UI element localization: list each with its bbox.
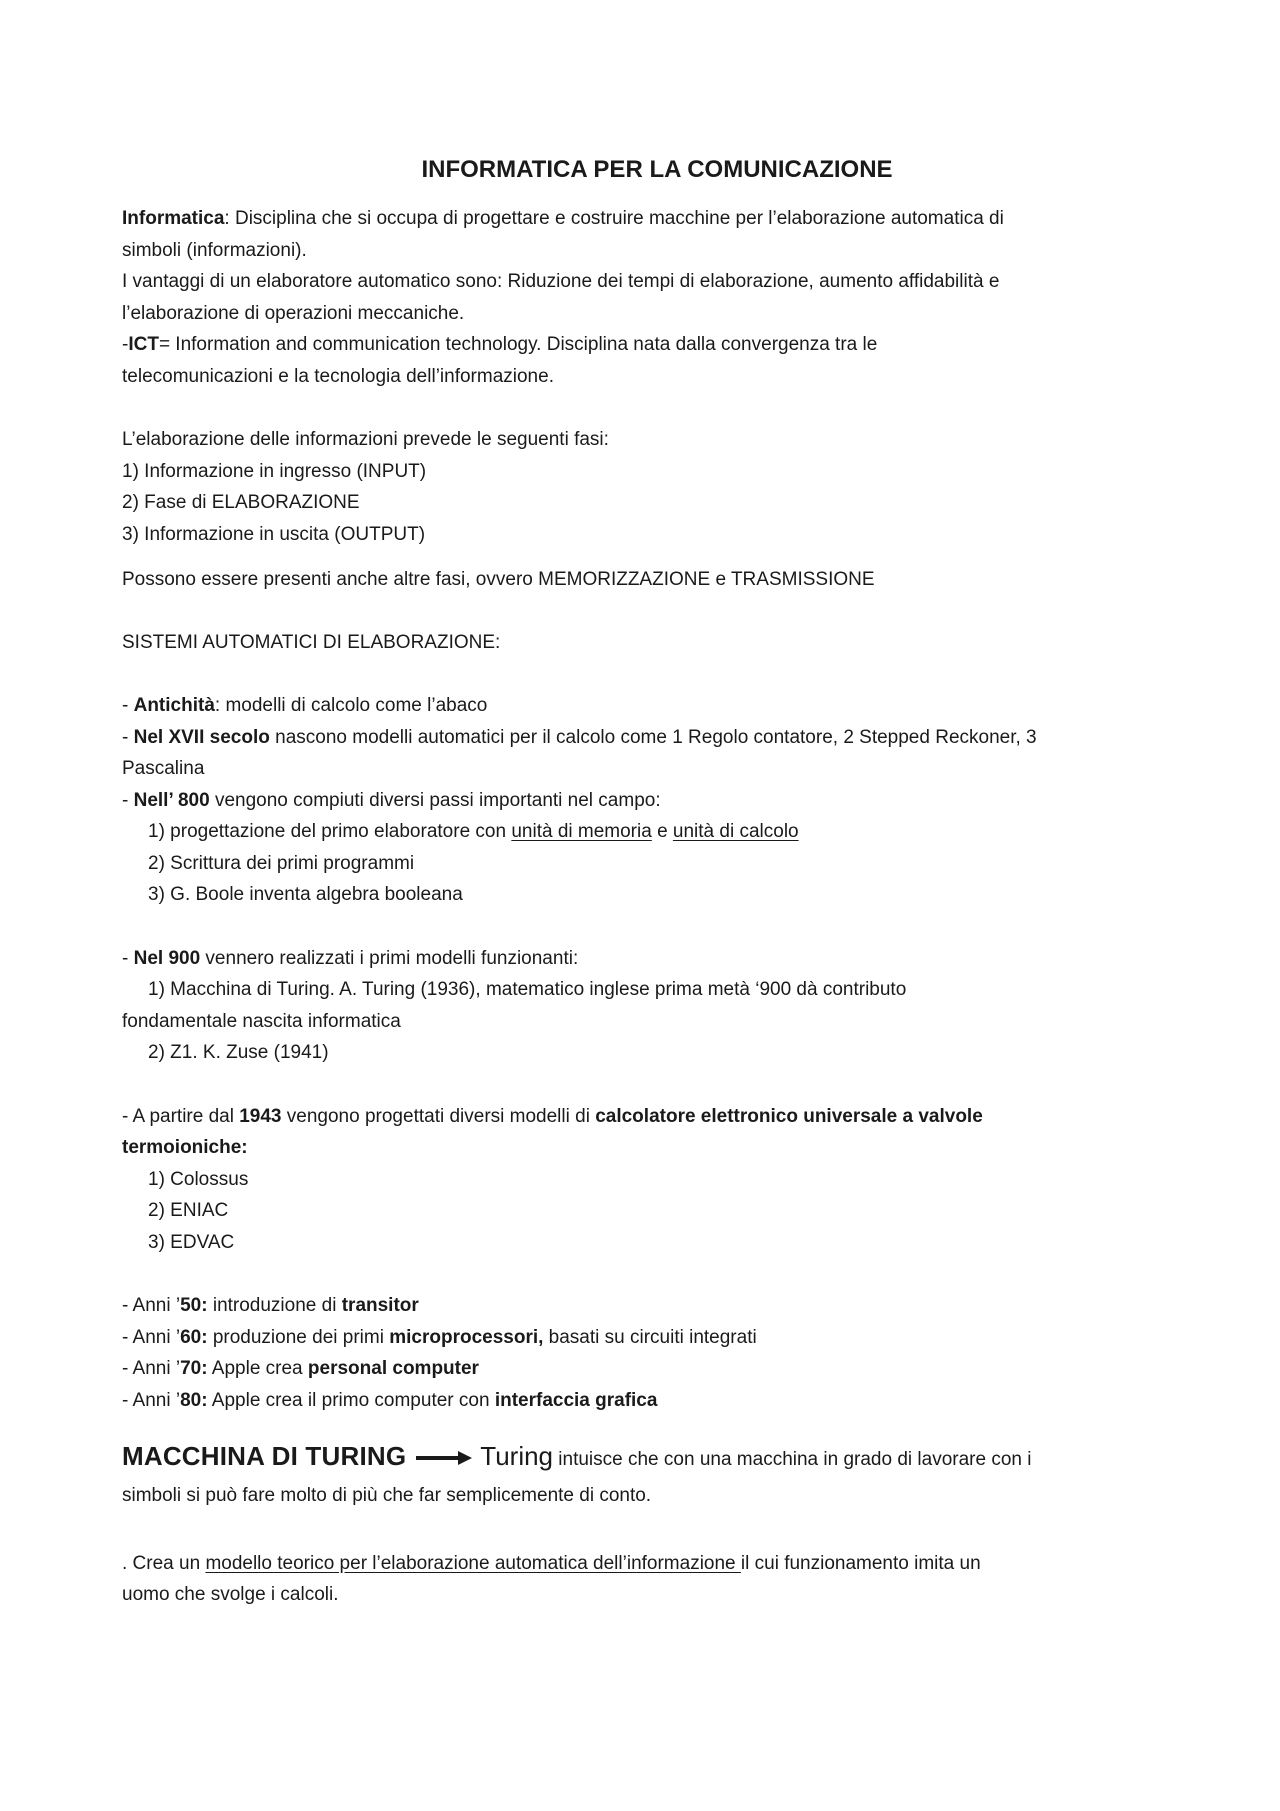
phases-intro: L’elaborazione delle informazioni prevede le seguenti fasi: (122, 429, 609, 450)
s800-item: - Nell’ 800 vengono compiuti diversi passi importanti nel campo: (122, 789, 661, 811)
list-item: 2) Z1. K. Zuse (1941) (148, 1042, 329, 1063)
list-item: 3) G. Boole inventa algebra booleana (148, 884, 463, 905)
vantaggi-paragraph-cont: l’elaborazione di operazioni meccaniche. (122, 302, 465, 324)
xvii-item: - Nel XVII secolo nascono modelli automatici per il calcolo come 1 Regolo contatore, 2 Stepped Reckoner, 3 (122, 726, 1037, 748)
informatica-definition: Informatica: Disciplina che si occupa di progettare e costruire macchine per l’elaborazione automatica di (122, 208, 1004, 229)
list-item: 1) progettazione del primo elaboratore con unità di memoria e unità di calcolo (148, 821, 799, 842)
informatica-term: Informatica (122, 208, 225, 229)
systems-heading: SISTEMI AUTOMATICI DI ELABORAZIONE: (122, 631, 501, 653)
list-item: 2) Fase di ELABORAZIONE (122, 492, 360, 513)
list-item-cont: fondamentale nascita informatica (122, 1010, 401, 1032)
crea-paragraph: . Crea un modello teorico per l’elaborazione automatica dell’informazione il cui funzionamento imita un (122, 1552, 981, 1574)
list-item: 1) Colossus (148, 1168, 249, 1190)
list-item: 2) Scrittura dei primi programmi (148, 852, 415, 874)
decade-item: - Anni ’80: Apple crea il primo computer con interfaccia grafica (122, 1389, 658, 1411)
informatica-definition-cont: simboli (informazioni). (122, 239, 307, 261)
crea-paragraph-cont: uomo che svolge i calcoli. (122, 1584, 339, 1605)
document-body (122, 154, 1182, 1611)
list-item: 1) Macchina di Turing. A. Turing (1936), matematico inglese prima metà ‘900 dà contributo (148, 979, 907, 1000)
ict-term: ICT (128, 334, 159, 355)
decade-item: - Anni ’60: produzione dei primi microprocessori, basati su circuiti integrati (122, 1326, 757, 1348)
y1943-item: - A partire dal 1943 vengono progettati diversi modelli di calcolatore elettronico universale a valvole (122, 1105, 983, 1127)
vantaggi-paragraph: I vantaggi di un elaboratore automatico sono: Riduzione dei tempi di elaborazione, aumento affidabilità e (122, 271, 1000, 292)
arrow-right-icon (416, 1450, 472, 1466)
turing-section-cont: simboli si può fare molto di più che far semplicemente di conto. (122, 1485, 652, 1506)
page-title: INFORMATICA PER LA COMUNICAZIONE (421, 156, 893, 183)
ict-definition-cont: telecomunicazioni e la tecnologia dell’informazione. (122, 365, 554, 387)
list-item: 1) Informazione in ingresso (INPUT) (122, 460, 427, 482)
list-item: 2) ENIAC (148, 1200, 229, 1221)
ict-definition: -ICT= Information and communication technology. Disciplina nata dalla convergenza tra le (122, 334, 878, 355)
phases-other: Possono essere presenti anche altre fasi, ovvero MEMORIZZAZIONE e TRASMISSIONE (122, 569, 875, 590)
turing-heading: MACCHINA DI TURING (122, 1441, 407, 1471)
y1943-item-cont: termoioniche: (122, 1137, 248, 1158)
list-item: 3) Informazione in uscita (OUTPUT) (122, 523, 426, 545)
xvii-item-cont: Pascalina (122, 758, 205, 779)
list-item: 3) EDVAC (148, 1231, 235, 1253)
decade-item: - Anni ’70: Apple crea personal computer (122, 1358, 479, 1379)
decade-item: - Anni ’50: introduzione di transitor (122, 1295, 419, 1316)
s900-item: - Nel 900 vennero realizzati i primi modelli funzionanti: (122, 947, 579, 969)
antichita-item: - Antichità: modelli di calcolo come l’abaco (122, 695, 488, 716)
turing-section: MACCHINA DI TURING Turing intuisce che con una macchina in grado di lavorare con i (122, 1441, 1032, 1471)
